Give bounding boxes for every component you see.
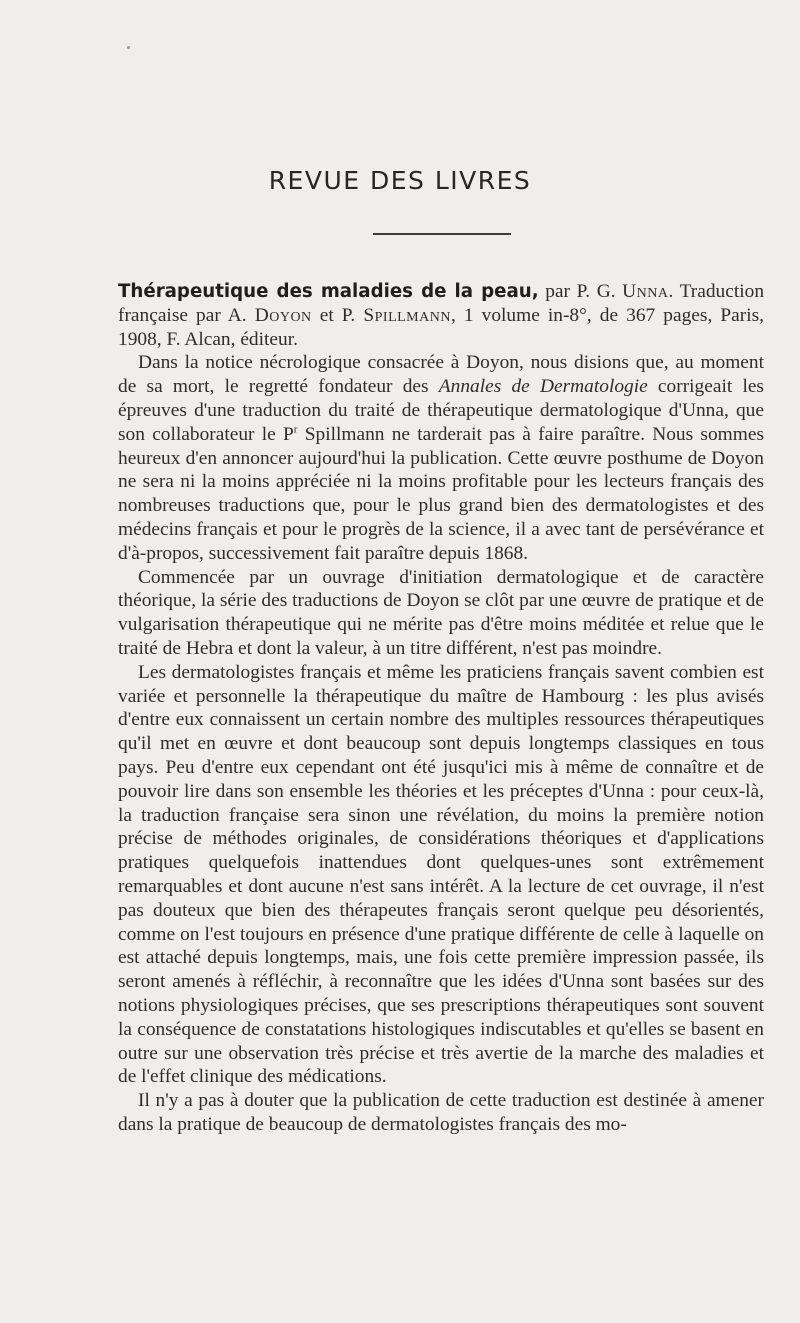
publication-details: , 1 volume in-8°, de 367 pages, Paris, 1908, F. Alcan, éditeur. — [118, 304, 764, 350]
author-name: Unna — [622, 281, 669, 302]
translator-spillmann: Spillmann — [363, 304, 451, 326]
paragraph-4: Il n'y a pas à douter que la publication de cette traduction est destinée à amener dans la pratique de beaucoup de dermatologistes français des mo- — [118, 1090, 764, 1135]
paragraph-1-part-a: Dans la notice nécrologique consacrée à Doyon, nous disions que, au moment de sa mort, le regretté fondateur des — [118, 352, 764, 398]
title-rule — [373, 233, 511, 235]
paragraph-1-part-b: corrigeait les épreuves d'une traduction du traité de thérapeutique dermatologique d'Unna, que son collaborateur le P — [118, 376, 764, 445]
paragraph-2: Commencée par un ouvrage d'initiation dermatologique et de caractère théorique, la série des traductions de Doyon se clôt par une œuvre de pratique et de vulgarisation thérapeutique qui ne mérite pas d'être moins méditée et relue que le traité de Hebra et dont la valeur, à un titre différent, n'est pas moindre. — [118, 566, 764, 659]
by-text: par P. G. — [538, 281, 623, 302]
book-title: Thérapeutique des maladies de la peau, — [118, 281, 539, 302]
paragraph-3: Les dermatologistes français et même les praticiens français savent combien est variée et personnelle la thérapeutique du maître de Hambourg : les plus avisés d'entre eux connaissent un certain nombre des multiples ressources thérapeutiques qu'il met en œuvre et dont beaucoup sont depuis longtemps classiques en tous pays. Peu d'entre eux cependant ont été jusqu'ici mis à même de connaître et de pouvoir lire dans son ensemble les théories et les préceptes d'Unna : pour ceux-là, la traduction française sera sinon une révélation, du moins la première notion précise de méthodes originales, de considérations théoriques et d'applications pratiques quelquefois inattendues dont quelques-unes sont extrêmement remarquables et dont aucune n'est sans intérêt. A la lecture de cet ouvrage, il n'est pas douteux que bien des thérapeutes français seront quelque peu désorientés, comme on l'est toujours en présence d'une pratique différente de celle à laquelle on est attaché depuis longtemps, mais, une fois cette première impression passée, ils seront amenés à réfléchir, à reconnaître que les idées d'Unna sont basées sur des notions physiologiques précises, que ses prescriptions thérapeutiques sont souvent la conséquence de constatations histologiques indiscutables et qu'elles se basent en outre sur une observation très précise et très avertie de la marche des maladies et de l'effet clinique des médications. — [118, 661, 764, 1088]
paper-speck — [127, 46, 130, 49]
and-text: et P. — [311, 304, 364, 326]
translator-doyon: Doyon — [254, 304, 312, 326]
paragraph-1 — [118, 351, 764, 565]
paragraph-1-part-c: Spillmann ne tarderait pas à faire paraître. Nous sommes heureux d'en annoncer aujourd'hui la publication. Cette œuvre posthume de Doyon ne sera ni la moins appréciée ni la moins profitable pour les lecteurs français des nombreuses traductions que, pour le plus grand bien des dermatologistes et des médecins français et pour le progrès de la science, il a avec tant de persévérance et d'à-propos, successivement fait paraître depuis 1868. — [118, 423, 764, 564]
professor-superscript: r — [293, 423, 298, 436]
journal-title: Annales de Dermatologie — [438, 376, 648, 398]
review-body — [118, 280, 764, 1137]
review-heading-paragraph — [118, 280, 764, 351]
section-title: REVUE DES LIVRES — [268, 166, 532, 195]
translation-text: . Traduction française par A. — [118, 281, 765, 326]
